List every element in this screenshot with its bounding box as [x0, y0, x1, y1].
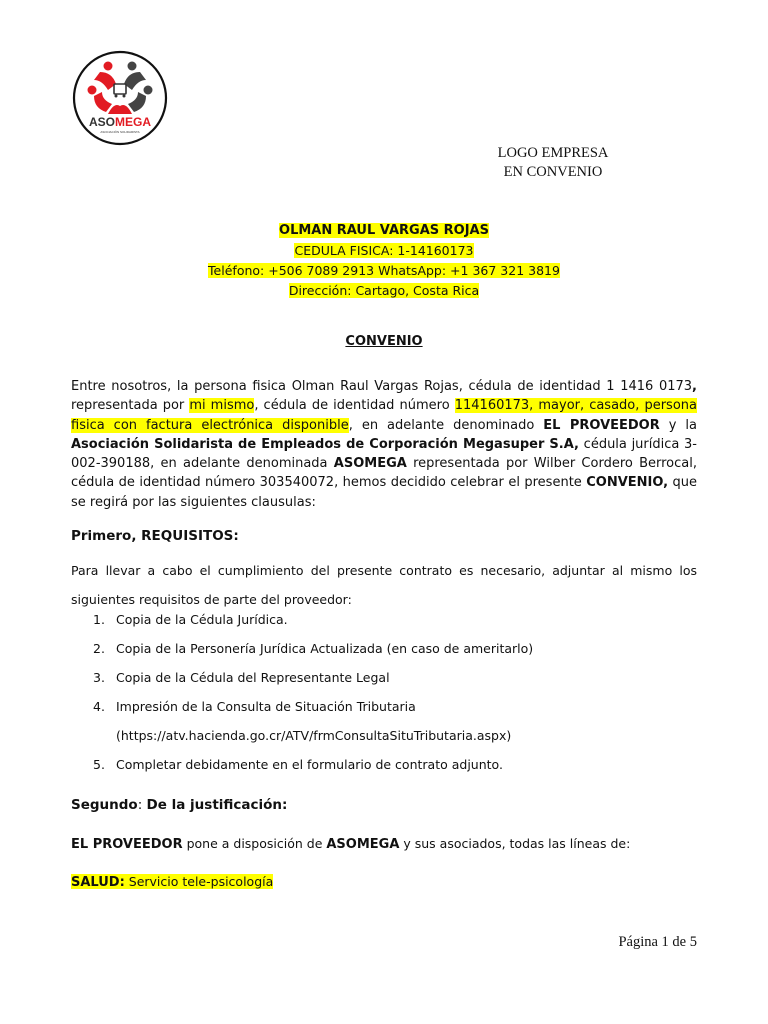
list-item-url: (https://atv.hacienda.go.cr/ATV/frmConsultaSituTributaria.aspx) [116, 728, 512, 743]
intro-text-1: Entre nosotros, la persona fisica Olman Raul Vargas Rojas, cédula de identidad 1 1416 0173 [71, 379, 693, 394]
salud-label: SALUD: [71, 875, 125, 890]
intro-paragraph [71, 377, 697, 512]
provider-address: Dirección: Cartago, Costa Rica [288, 283, 480, 298]
provider-block [70, 220, 698, 301]
requisitos-list [71, 612, 697, 786]
logo-empresa-label [482, 144, 624, 182]
salud-text: Servicio tele-psicología [124, 874, 274, 889]
salud-highlight [71, 874, 273, 889]
segundo-text-2: y sus asociados, todas las líneas de: [399, 836, 631, 851]
list-item [71, 757, 697, 786]
intro-bold-asomega: ASOMEGA [333, 456, 407, 472]
segundo-bold-asomega: ASOMEGA [326, 837, 400, 852]
list-item-text: Copia de la Personería Jurídica Actualizada (en caso de ameritarlo) [116, 641, 534, 656]
intro-bold-proveedor: EL PROVEEDOR [543, 417, 660, 433]
list-number: 3. [93, 670, 105, 685]
segundo-text-1: pone a disposición de [182, 836, 327, 851]
section-primero-heading: Primero, REQUISITOS: [71, 528, 239, 544]
asomega-logo [72, 50, 168, 146]
intro-text-6: cédula jurídica 3-002-390188, en adelante denominada [71, 436, 697, 472]
document-title: CONVENIO [345, 334, 423, 349]
intro-highlight-2: 114160173, mayor, casado, persona fisica con factura electrónica disponible [71, 398, 697, 433]
svg-text:ASOCIACIÓN SOLIDARISTA: ASOCIACIÓN SOLIDARISTA [100, 130, 140, 134]
intro-highlight-1: mi mismo [189, 398, 255, 414]
section-segundo-heading [71, 797, 287, 813]
intro-bold-convenio: CONVENIO, [586, 475, 669, 491]
list-item [71, 670, 697, 699]
list-number: 5. [93, 757, 105, 772]
segundo-paragraph [71, 836, 630, 852]
page-number: Página 1 de 5 [618, 934, 697, 950]
list-number: 2. [93, 641, 105, 656]
intro-text-4: , en adelante denominado [348, 417, 544, 433]
intro-bold-comma: , [692, 379, 697, 394]
provider-name: OLMAN RAUL VARGAS ROJAS [279, 223, 489, 238]
list-item [71, 699, 697, 757]
list-item-text: Copia de la Cédula Jurídica. [116, 612, 288, 627]
logo-empresa-line2: EN CONVENIO [503, 164, 603, 180]
list-item-text: Copia de la Cédula del Representante Legal [116, 670, 390, 685]
intro-text-3: , cédula de identidad número [254, 398, 455, 414]
intro-text-2: representada por [71, 398, 190, 414]
provider-phone: Teléfono: +506 7089 2913 WhatsApp: +1 367 321 3819 [208, 263, 560, 278]
intro-text-7: representada por Wilber Cordero Berrocal, cédula de identidad número 303540072, hemos decidido celebrar el presente [71, 456, 697, 491]
segundo-title: De la justificación: [146, 797, 288, 813]
list-number: 1. [93, 612, 105, 627]
svg-text:ASOMEGA: ASOMEGA [88, 115, 152, 129]
intro-text-8: que se regirá por las siguientes clausulas: [71, 475, 698, 510]
list-number: 4. [93, 699, 105, 714]
provider-cedula: CEDULA FISICA: 1-14160173 [294, 243, 474, 258]
list-item [71, 641, 697, 670]
asomega-logo-graphic [72, 50, 168, 146]
requisitos-intro: Para llevar a cabo el cumplimiento del presente contrato es necesario, adjuntar al mismo los siguientes requisitos de parte del proveedor: [71, 563, 697, 607]
logo-empresa-line1: LOGO EMPRESA [497, 145, 609, 161]
list-item [71, 612, 697, 641]
salud-line [71, 874, 273, 890]
intro-text-5: y la [659, 417, 697, 433]
intro-bold-asociacion: Asociación Solidarista de Empleados de Corporación Megasuper S.A, [71, 436, 579, 452]
segundo-bold-proveedor: EL PROVEEDOR [71, 837, 183, 852]
list-item-text: Completar debidamente en el formulario de contrato adjunto. [116, 757, 503, 772]
segundo-colon: : [137, 797, 147, 813]
list-item-text: Impresión de la Consulta de Situación Tributaria [116, 699, 416, 714]
segundo-label: Segundo [71, 797, 138, 813]
